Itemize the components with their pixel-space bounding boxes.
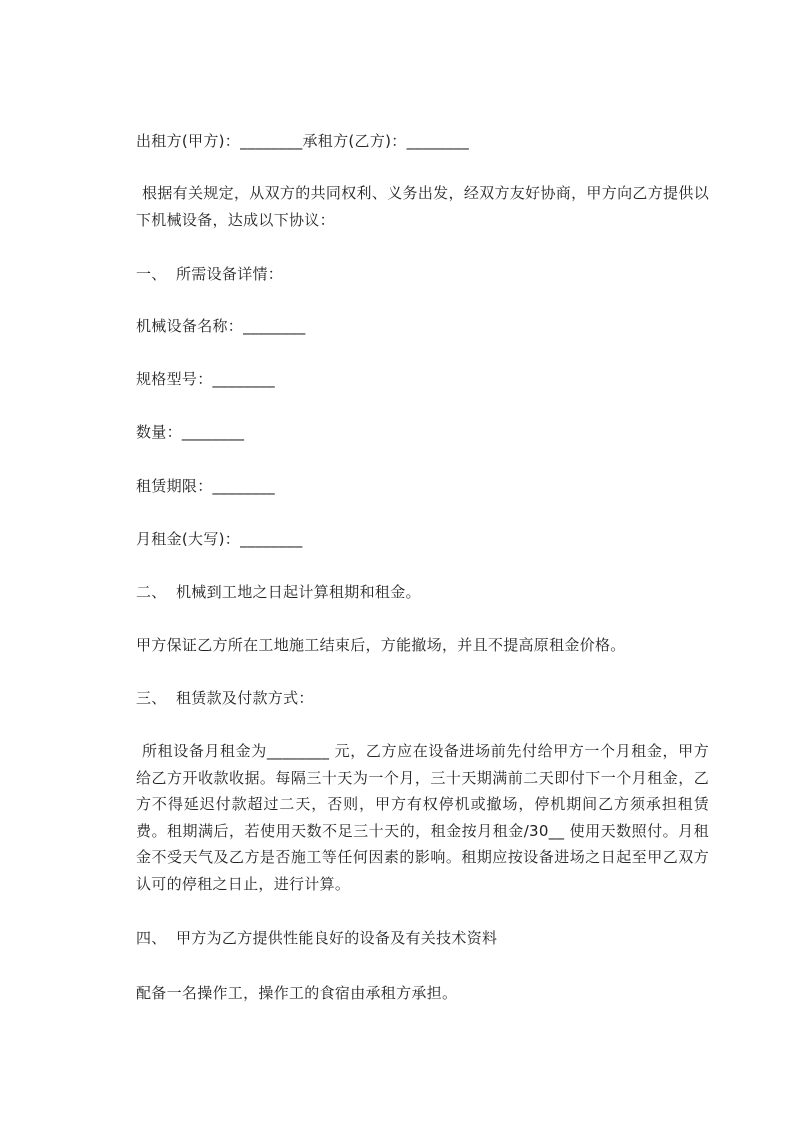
section-2-heading bbox=[136, 582, 421, 602]
monthly-rent-field: 月租金(大写)：________ bbox=[136, 530, 303, 548]
section-3-number: 三、 bbox=[136, 689, 167, 707]
section-3-title: 租赁款及付款方式： bbox=[176, 689, 314, 707]
equipment-name-field: 机械设备名称：________ bbox=[136, 317, 306, 335]
quantity-field: 数量：________ bbox=[136, 423, 245, 441]
parties-line: 出租方(甲方)：________承租方(乙方)：________ bbox=[136, 132, 470, 150]
lease-term-field: 租赁期限：________ bbox=[136, 477, 275, 495]
section-1-heading bbox=[136, 264, 283, 284]
section-1-number: 一、 bbox=[136, 265, 167, 283]
spec-model-field: 规格型号：________ bbox=[136, 370, 275, 388]
section-4-heading bbox=[136, 928, 497, 948]
intro-paragraph: 根据有关规定，从双方的共同权利、义务出发，经双方友好协商，甲方向乙方提供以下机械设备，达成以下协议： bbox=[136, 184, 709, 229]
section-2-body: 甲方保证乙方所在工地施工结束后，方能撤场，并且不提高原租金价格。 bbox=[136, 636, 626, 654]
section-3-heading bbox=[136, 688, 314, 708]
section-2-number: 二、 bbox=[136, 583, 167, 601]
section-4-title: 甲方为乙方提供性能良好的设备及有关技术资料 bbox=[176, 929, 498, 947]
section-2-title: 机械到工地之日起计算租期和租金。 bbox=[176, 583, 421, 601]
section-4-number: 四、 bbox=[136, 929, 167, 947]
section-3-body: 所租设备月租金为________ 元，乙方应在设备进场前先付给甲方一个月租金，甲方给乙方开收款收据。每隔三十天为一个月，三十天期满前二天即付下一个月租金，乙方不得延迟付款超过二天，否则，甲方有权停机或撤场，停机期间乙方须承担租赁费。租期满后，若使用天数不足三十天的，租金按月租金/30__ 使用天数照付。月租金不受天气及乙方是否施工等任何因素的影响。租期应按设备进场之日起至甲乙双方认可的停租之日止，进行计算。 bbox=[136, 742, 709, 893]
section-4-body: 配备一名操作工，操作工的食宿由承租方承担。 bbox=[136, 984, 458, 1002]
section-1-title: 所需设备详情： bbox=[176, 265, 284, 283]
